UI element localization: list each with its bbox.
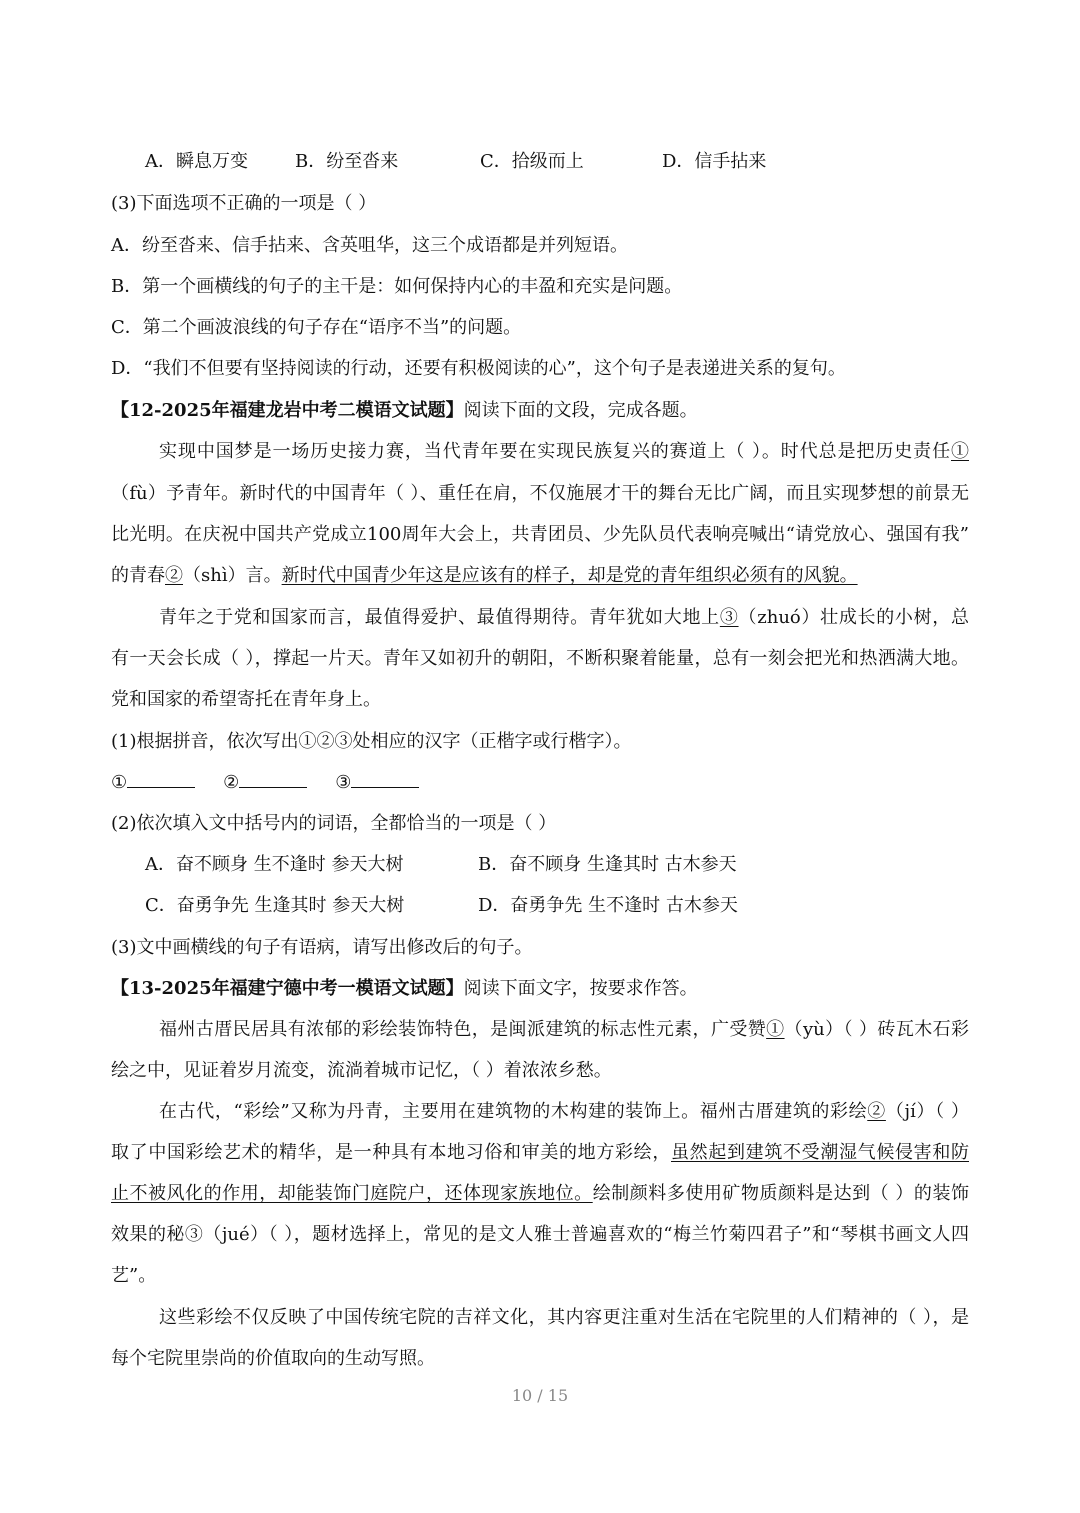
q13-p2-text: （jí）（ ） <box>885 1101 970 1122</box>
q12-intro: 阅读下面的文段，完成各题。 <box>463 400 698 421</box>
q11-choice-a: A．纷至沓来、信手拈来、含英咀华，这三个成语都是并列短语。 <box>111 235 628 256</box>
q12-p1-text: 实现中国梦是一场历史接力赛，当代青年要在实现民族复兴的赛道上（ ）。时代总是把历史责任 <box>159 441 951 462</box>
q12-choice-c: C．奋勇争先 生逢其时 参天大树 <box>145 895 405 916</box>
q12-sub1-question: (1)根据拼音，依次写出①②③处相应的汉字（正楷字或行楷字）。 <box>111 731 632 752</box>
q13-p1-line2: 绘之中，见证着岁月流变，流淌着城市记忆，（ ）着浓浓乡愁。 <box>111 1060 612 1081</box>
q12-sub3-question: (3)文中画横线的句子有语病，请写出修改后的句子。 <box>111 937 533 958</box>
q13-p2-line3 <box>111 1180 969 1208</box>
blank-mark-1: ① <box>766 1019 785 1040</box>
q12-choice-b: B．奋不顾身 生逢其时 古木参天 <box>478 854 737 875</box>
q13-heading: 【13-2025年福建宁德中考一模语文试题】 <box>111 978 464 999</box>
q13-p1-text: 福州古厝民居具有浓郁的彩绘装饰特色，是闽派建筑的标志性元素，广受赞 <box>159 1019 767 1040</box>
underlined-sentence: 止不被风化的作用，却能装饰门庭院户，还体现家族地位。 <box>111 1183 593 1204</box>
q13-p3-line1: 这些彩绘不仅反映了中国传统宅院的吉祥文化，其内容更注重对生活在宅院里的人们精神的（ ），是 <box>159 1307 969 1328</box>
q11-choice-b: B．第一个画横线的句子的主干是：如何保持内心的丰盈和充实是问题。 <box>111 276 683 297</box>
q12-p1-line3: 比光明。在庆祝中国共产党成立100周年大会上，共青团员、少先队员代表响亮喊出“请党放心、强国有我” <box>111 524 969 545</box>
q13-p3-line2: 每个宅院里崇尚的价值取向的生动写照。 <box>111 1348 435 1369</box>
q13-heading-line <box>111 975 698 1003</box>
underlined-sentence: 新时代中国青少年这是应该有的样子，却是党的青年组织必须有的风貌。 <box>281 565 858 586</box>
blank-mark-1: ① <box>951 441 969 462</box>
blank-label-3: ③ <box>335 772 352 793</box>
q12-heading: 【12-2025年福建龙岩中考二模语文试题】 <box>111 400 464 421</box>
q11-sub3-question: (3)下面选项不正确的一项是（ ） <box>111 193 377 214</box>
q12-p1-line4 <box>111 562 858 590</box>
answer-blank-3[interactable] <box>351 769 419 788</box>
q12-answer-blanks <box>111 769 447 797</box>
q13-p2-line1 <box>111 1098 969 1126</box>
q13-p2-text: 取了中国彩绘艺术的精华，是一种具有本地习俗和审美的地方彩绘， <box>111 1142 671 1163</box>
q12-p2-text: 青年之于党和国家而言，最值得爱护、最值得期待。青年犹如大地上 <box>159 607 720 628</box>
q11-choice-d: D．“我们不但要有坚持阅读的行动，还要有积极阅读的心”，这个句子是表递进关系的复句。 <box>111 358 846 379</box>
q13-p2-line5: 艺”。 <box>111 1265 157 1286</box>
q12-p1-line2: （fù）予青年。新时代的中国青年（ ）、重任在肩，不仅施展才干的舞台无比广阔，而且实现梦想的前景无 <box>111 483 969 504</box>
q13-p2-text: 在古代，“彩绘”又称为丹青，主要用在建筑物的木构建的装饰上。福州古厝建筑的彩绘 <box>159 1101 868 1122</box>
q12-choice-a: A．奋不顾身 生不逢时 参天大树 <box>145 854 404 875</box>
q12-p1-line1 <box>111 438 969 466</box>
q11-option-c: C．拾级而上 <box>480 151 584 172</box>
page-indicator: 10 / 15 <box>511 1386 569 1405</box>
q13-p1-line1 <box>111 1016 969 1044</box>
q13-p1-text: （yù）（ ）砖瓦木石彩 <box>784 1019 970 1040</box>
q12-p2-line3: 党和国家的希望寄托在青年身上。 <box>111 689 381 710</box>
underlined-sentence: 虽然起到建筑不受潮湿气候侵害和防 <box>671 1142 969 1163</box>
q13-intro: 阅读下面文字，按要求作答。 <box>463 978 698 999</box>
q12-p2-text: （zhuó）壮成长的小树，总 <box>738 607 969 628</box>
q12-sub2-question: (2)依次填入文中括号内的词语，全都恰当的一项是（ ） <box>111 813 557 834</box>
blank-mark-2: ② <box>165 565 183 586</box>
q12-choice-d: D．奋勇争先 生不逢时 古木参天 <box>478 895 738 916</box>
q12-heading-line <box>111 397 698 425</box>
q13-p2-line4: 效果的秘③（jué）（ ），题材选择上，常见的是文人雅士普遍喜欢的“梅兰竹菊四君子”和“琴棋书画文人四 <box>111 1224 969 1245</box>
q12-p1-text: （shì）言。 <box>183 565 282 586</box>
q11-option-a: A．瞬息万变 <box>145 151 248 172</box>
blank-mark-2: ② <box>867 1101 886 1122</box>
blank-mark-3: ③ <box>719 607 739 628</box>
q11-option-d: D．信手拈来 <box>662 151 767 172</box>
q13-p2-text: 绘制颜料多使用矿物质颜料是达到（ ）的装饰 <box>592 1183 969 1204</box>
q13-p2-line2 <box>111 1139 969 1167</box>
blank-label-1: ① <box>111 772 128 793</box>
q11-option-b: B．纷至沓来 <box>295 151 399 172</box>
q11-choice-c: C．第二个画波浪线的句子存在“语序不当”的问题。 <box>111 317 522 338</box>
q12-p2-line2: 有一天会长成（ ），撑起一片天。青年又如初升的朝阳，不断积聚着能量，总有一刻会把光和热洒满大地。 <box>111 648 969 669</box>
q12-p2-line1 <box>111 604 969 632</box>
q12-p1-text: 的青春 <box>111 565 165 586</box>
answer-blank-1[interactable] <box>127 769 195 788</box>
blank-label-2: ② <box>223 772 240 793</box>
answer-blank-2[interactable] <box>239 769 307 788</box>
